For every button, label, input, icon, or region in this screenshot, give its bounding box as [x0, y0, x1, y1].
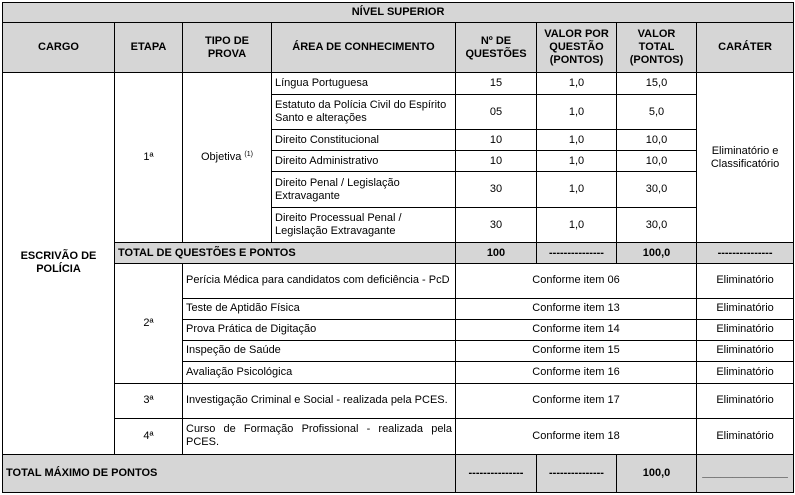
grand-total-row	[3, 454, 794, 492]
etapa-2: 2ª	[115, 264, 183, 383]
etapa-4: 4ª	[115, 418, 183, 454]
stage2-carater-0: Eliminatório	[697, 264, 794, 298]
total-questoes: 100	[456, 243, 537, 264]
total-valor-total: 100,0	[617, 243, 697, 264]
header-questoes: Nº DE QUESTÕES	[456, 23, 537, 73]
grand-total-questoes: ---------------	[456, 454, 537, 492]
tipo-prova-cell	[183, 73, 272, 243]
stage2-carater-1: Eliminatório	[697, 298, 794, 319]
stage2-desc-4: Avaliação Psicológica	[183, 361, 456, 383]
questoes-4: 30	[456, 172, 537, 208]
questoes-2: 10	[456, 130, 537, 151]
carater-stage1: Eliminatório e Classificatório	[697, 73, 794, 243]
stage3-carater: Eliminatório	[697, 383, 794, 418]
valor-questao-5: 1,0	[537, 208, 617, 243]
header-valor-total: VALOR TOTAL (PONTOS)	[617, 23, 697, 73]
valor-questao-3: 1,0	[537, 151, 617, 172]
valor-total-4: 30,0	[617, 172, 697, 208]
stage2-desc-0: Perícia Médica para candidatos com deficiência - PcD	[183, 264, 456, 298]
stage1-total-row	[3, 243, 794, 264]
valor-total-5: 30,0	[617, 208, 697, 243]
area-2: Direito Constitucional	[272, 130, 456, 151]
header-tipo-prova: TIPO DE PROVA	[183, 23, 272, 73]
tipo-prova: Objetiva	[201, 151, 242, 164]
stage2-carater-3: Eliminatório	[697, 340, 794, 361]
stage2-ref-0: Conforme item 06	[456, 264, 697, 298]
grand-total-valor-total: 100,0	[617, 454, 697, 492]
area-0: Língua Portuguesa	[272, 73, 456, 95]
valor-questao-1: 1,0	[537, 95, 617, 130]
tipo-prova-note: (1)	[244, 151, 253, 159]
etapa-1: 1ª	[115, 73, 183, 243]
questoes-3: 10	[456, 151, 537, 172]
header-carater: CARÁTER	[697, 23, 794, 73]
stage3-desc: Investigação Criminal e Social - realizada pela PCES.	[183, 383, 456, 418]
stage2-ref-4: Conforme item 16	[456, 361, 697, 383]
stage2-desc-1: Teste de Aptidão Física	[183, 298, 456, 319]
questoes-0: 15	[456, 73, 537, 95]
table-title: NÍVEL SUPERIOR	[3, 3, 794, 23]
valor-total-0: 15,0	[617, 73, 697, 95]
questoes-5: 30	[456, 208, 537, 243]
exam-table	[2, 2, 794, 493]
etapa-3: 3ª	[115, 383, 183, 418]
stage2-ref-1: Conforme item 13	[456, 298, 697, 319]
valor-total-1: 5,0	[617, 95, 697, 130]
area-1: Estatuto da Polícia Civil do Espírito Santo e alterações	[272, 95, 456, 130]
stage2-ref-3: Conforme item 15	[456, 340, 697, 361]
valor-total-2: 10,0	[617, 130, 697, 151]
stage4-desc: Curso de Formação Profissional - realizada pela PCES.	[183, 418, 456, 454]
area-5: Direito Processual Penal / Legislação Extravagante	[272, 208, 456, 243]
stage4-carater: Eliminatório	[697, 418, 794, 454]
total-valor-questao: ---------------	[537, 243, 617, 264]
stage2-desc-2: Prova Prática de Digitação	[183, 319, 456, 340]
total-carater: ---------------	[697, 243, 794, 264]
header-etapa: ETAPA	[115, 23, 183, 73]
stage2-carater-4: Eliminatório	[697, 361, 794, 383]
grand-total-label: TOTAL MÁXIMO DE PONTOS	[3, 454, 456, 492]
total-label: TOTAL DE QUESTÕES E PONTOS	[115, 243, 456, 264]
questoes-1: 05	[456, 95, 537, 130]
cargo-cell: ESCRIVÃO DE POLÍCIA	[3, 73, 115, 455]
area-3: Direito Administrativo	[272, 151, 456, 172]
header-valor-questao: VALOR POR QUESTÃO (PONTOS)	[537, 23, 617, 73]
grand-total-valor-questao: ---------------	[537, 454, 617, 492]
area-4: Direito Penal / Legislação Extravagante	[272, 172, 456, 208]
stage2-desc-3: Inspeção de Saúde	[183, 340, 456, 361]
stage4-ref: Conforme item 18	[456, 418, 697, 454]
valor-questao-4: 1,0	[537, 172, 617, 208]
grand-total-carater: ______________	[697, 454, 794, 492]
header-cargo: CARGO	[3, 23, 115, 73]
stage2-carater-2: Eliminatório	[697, 319, 794, 340]
header-area: ÁREA DE CONHECIMENTO	[272, 23, 456, 73]
stage2-ref-2: Conforme item 14	[456, 319, 697, 340]
stage3-ref: Conforme item 17	[456, 383, 697, 418]
valor-questao-0: 1,0	[537, 73, 617, 95]
valor-total-3: 10,0	[617, 151, 697, 172]
valor-questao-2: 1,0	[537, 130, 617, 151]
